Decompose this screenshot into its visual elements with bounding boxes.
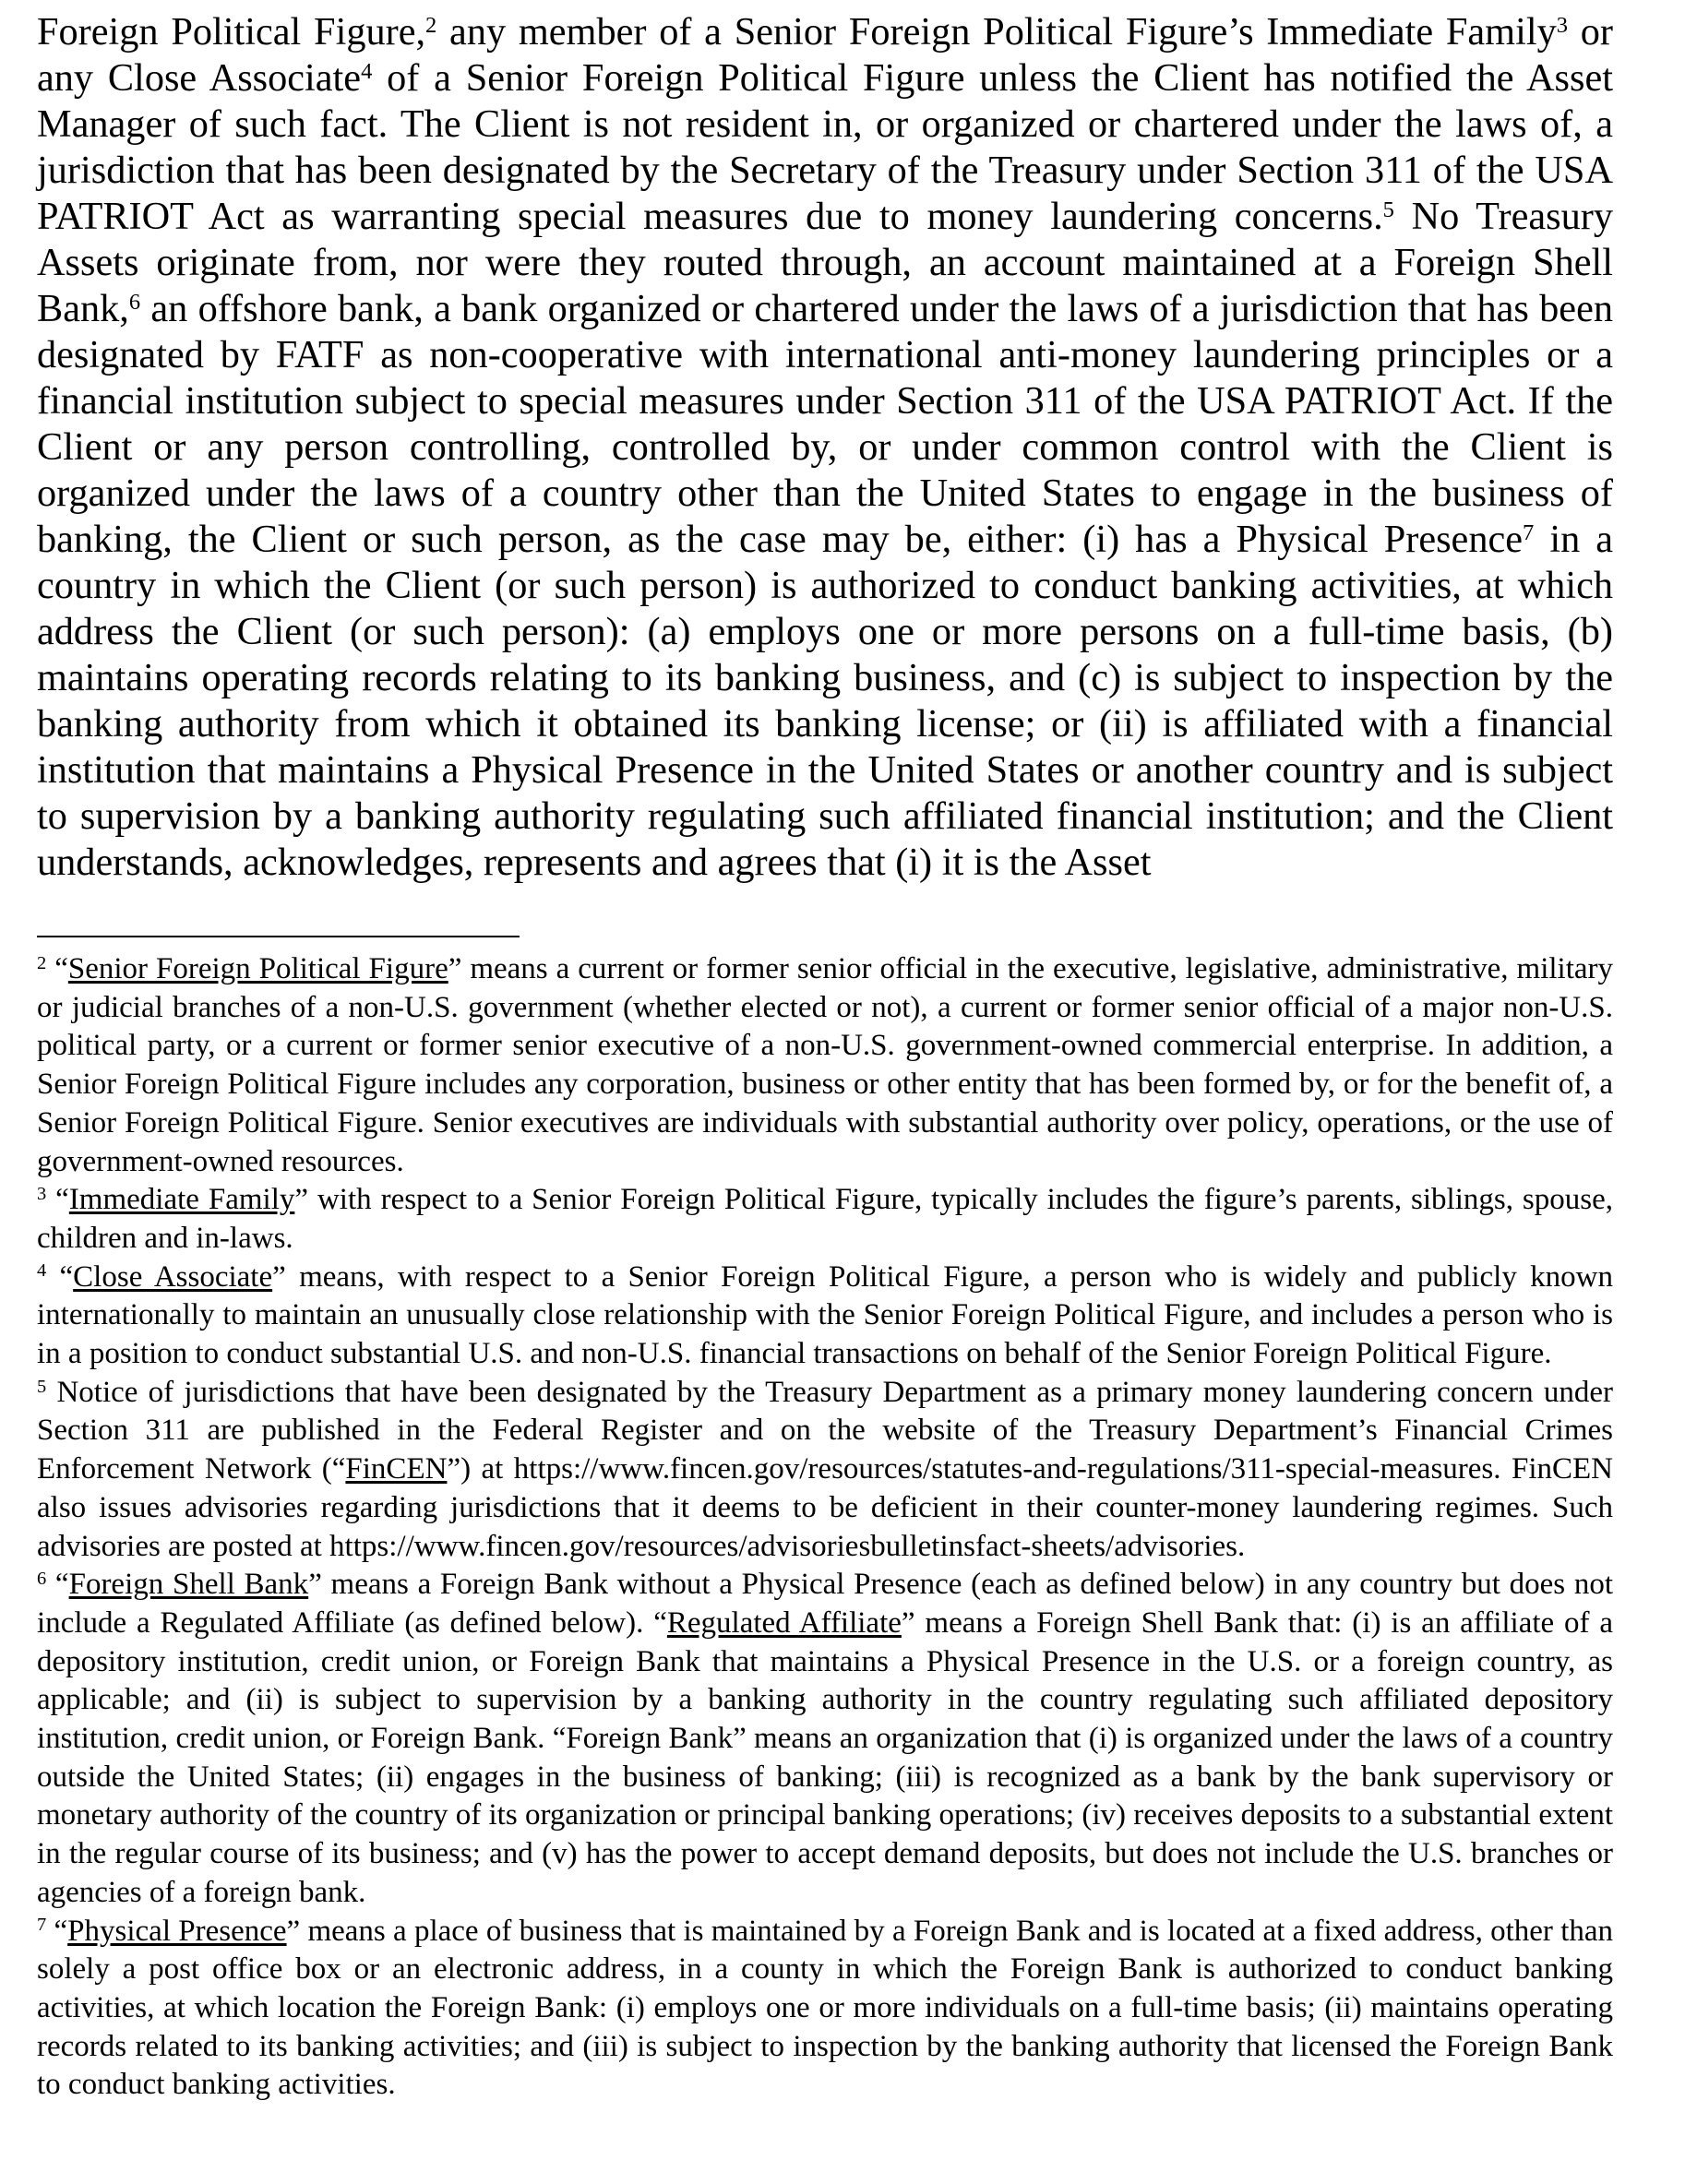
footnote-ref-5: 5 [1382, 197, 1394, 222]
footnote-text: ” means a Foreign Bank without a Physical Presence (each as defined below) in any country but does not include a Regulated Affiliate (as defined below). “ [37, 1568, 1614, 1640]
footnote-text: ”) at https://www.fincen.gov/resources/statutes-and-regulations/311-special-measures. FinCEN also issues advisories regarding jurisdictions that it deems to be deficient in their counter-money laundering regimes. Such advisories are posted at https://www.fincen.gov/resources/advisoriesbulletinsfact-sheets/advisories. [37, 1452, 1613, 1563]
body-text-segment: any member of a Senior Foreign Political Figure’s Immediate Family [436, 10, 1557, 54]
footnote-ref-2: 2 [425, 12, 437, 38]
defined-term: FinCEN [345, 1452, 448, 1486]
document-page [37, 0, 1613, 2105]
footnotes [37, 950, 1613, 2105]
footnote-4: $^4$ “Close Associate” means, with respect to a Senior Foreign Political Figure, a person who is widely and publicly known internationally to maintain an unusually close relationship with the Senior Foreign Political Figure, and includes a person who is in a position to conduct substantial U.S. and non-U.S. financial transactions on behalf of the Senior Foreign Political Figure. [37, 1259, 1613, 1371]
footnote-6: $^6$ “Foreign Shell Bank” means a Foreign Bank without a Physical Presence (each as defined below) in any country but does not include a Regulated Affiliate (as defined below). “Regulated Affiliate” means a Foreign Shell Bank that: (i) is an affiliate of a depository institution, credit union, or Foreign Bank that maintains a Physical Presence in the U.S. or a foreign country, as applicable; and (ii) is subject to supervision by a banking authority in the country regulating such affiliated depository institution, credit union, or Foreign Bank. “Foreign Bank” means an organization that (i) is organized under the laws of a country outside the United States; (ii) engages in the business of banking; (iii) is recognized as a bank by the bank supervisory or monetary authority of the country of its organization or principal banking operations; (iv) receives deposits to a substantial extent in the regular course of its business; and (v) has the power to accept demand deposits, but does not include the U.S. branches or agencies of a foreign bank. [37, 1568, 1614, 1909]
footnote-number: 5 [37, 1376, 47, 1397]
footnote-5 [37, 1374, 1613, 1567]
footnote-ref-3: 3 [1556, 12, 1569, 38]
footnote-number: 3 [37, 1184, 47, 1204]
footnote-number: 4 [37, 1260, 47, 1282]
footnote-number: 6 [37, 1569, 47, 1590]
footnote-number: 2 [37, 952, 47, 973]
footnote-text: ” means a place of business that is maintained by a Foreign Bank and is located at a fixed address, other than solely a post office box or an electronic address, in a county in which the Foreign Bank is authorized to conduct banking activities, at which location the Foreign Bank: (i) employs one or more individuals on a full-time basis; (ii) maintains operating records related to its banking activities; and (iii) is subject to inspection by the banking authority that licensed the Foreign Bank to conduct banking activities. [37, 1914, 1614, 2102]
defined-term: Foreign Shell Bank [68, 1568, 309, 1602]
body-text-segment: No Treasury Assets originate from, nor were they routed through, an account maintained at a Foreign Shell Bank, [37, 195, 1613, 330]
defined-term: Regulated Affiliate [666, 1605, 902, 1640]
body-text-segment: or any Close Associate [37, 10, 1613, 100]
footnote-text: ” means a Foreign Shell Bank that: (i) is an affiliate of a depository institution, credit union, or Foreign Bank that maintains a Physical Presence in the U.S. or a foreign country, as applicable; and (ii) is subject to supervision by a banking authority in the country regulating such affiliated depository institution, credit union, or Foreign Bank. “Foreign Bank” means an organization that (i) is organized under the laws of a country outside the United States; (ii) engages in the business of banking; (iii) is recognized as a bank by the bank supervisory or monetary authority of the country of its organization or principal banking operations; (iv) receives deposits to a substantial extent in the regular course of its business; and (v) has the power to accept demand deposits, but does not include the U.S. branches or agencies of a foreign bank. [37, 1605, 1614, 1909]
footnote-7: $^7$ “Physical Presence” means a place of business that is maintained by a Foreign Bank and is located at a fixed address, other than solely a post office box or an electronic address, in a county in which the Foreign Bank is authorized to conduct banking activities, at which location the Foreign Bank: (i) employs one or more individuals on a full-time basis; (ii) maintains operating records related to its banking activities; and (iii) is subject to inspection by the banking authority that licensed the Foreign Bank to conduct banking activities. [37, 1914, 1614, 2102]
footnote-ref-4: 4 [361, 58, 373, 84]
defined-term: Close Associate [73, 1259, 273, 1294]
footnote-3: $^3$ “Immediate Family” with respect to a Senior Foreign Political Figure, typically includes the figure’s parents, siblings, spouse, children and in-laws. [37, 1183, 1613, 1255]
footnote-ref-6: 6 [128, 289, 141, 315]
body-text-segment: of a Senior Foreign Political Figure unless the Client has notified the Asset Manager of such fact. The Client is not resident in, or organized or chartered under the laws of, a jurisdiction that has been designated by the Secretary of the Treasury under Section 311 of the USA PATRIOT Act as warranting special measures due to money laundering concerns. [37, 56, 1614, 238]
footnote-text: ” with respect to a Senior Foreign Political Figure, typically includes the figure’s parents, siblings, spouse, children and in-laws. [37, 1183, 1613, 1255]
footnote-ref-7: 7 [1523, 519, 1535, 545]
body-text-segment: an offshore bank, a bank organized or chartered under the laws of a jurisdiction that has been designated by FATF as non-cooperative with international anti-money laundering principles or a financial institution subject to special measures under Section 311 of the USA PATRIOT Act. If the Client or any person controlling, controlled by, or under common control with the Client is organized under the laws of a country other than the United States to engage in the business of banking, the Client or such person, as the case may be, either: (i) has a Physical Presence [37, 287, 1613, 561]
footnote-text: Notice of jurisdictions that have been designated by the Treasury Department as a primary money laundering concern under Section 311 are published in the Federal Register and on the website of the Treasury Department’s Financial Crimes Enforcement Network (“ [37, 1375, 1613, 1486]
footnote-number: 7 [37, 1915, 47, 1936]
body-text-segment: Foreign Political Figure, [37, 10, 426, 54]
footnote-text: ” means a current or former senior official in the executive, legislative, administrative, military or judicial branches of a non-U.S. government (whether elected or not), a current or former senior official of a major non-U.S. political party, or a current or former senior executive of a non-U.S. government-owned commercial enterprise. In addition, a Senior Foreign Political Figure includes any corporation, business or other entity that has been formed by, or for the benefit of, a Senior Foreign Political Figure. Senior executives are individuals with substantial authority over policy, operations, or the use of government-owned resources. [37, 952, 1613, 1178]
footnote-2: $^2$ “Senior Foreign Political Figure” means a current or former senior official in the executive, legislative, administrative, military or judicial branches of a non-U.S. government (whether elected or not), a current or former senior official of a major non-U.S. political party, or a current or former senior executive of a non-U.S. government-owned commercial enterprise. In addition, a Senior Foreign Political Figure includes any corporation, business or other entity that has been formed by, or for the benefit of, a Senior Foreign Political Figure. Senior executives are individuals with substantial authority over policy, operations, or the use of government-owned resources. [37, 952, 1613, 1178]
defined-term: Senior Foreign Political Figure [67, 952, 448, 985]
body-text-segment: in a country in which the Client (or such person) is authorized to conduct banking activities, at which address the Client (or such person): (a) employs one or more persons on a full-time basis, (b) maintains operating records relating to its banking business, and (c) is subject to inspection by the banking authority from which it obtained its banking license; or (ii) is affiliated with a financial institution that maintains a Physical Presence in the United States or another country and is subject to supervision by a banking authority regulating such affiliated financial institution; and the Client understands, acknowledges, represents and agrees that (i) it is the Asset [37, 518, 1614, 884]
footnote-text: ” means, with respect to a Senior Foreign Political Figure, a person who is widely and publicly known internationally to maintain an unusually close relationship with the Senior Foreign Political Figure, and includes a person who is in a position to conduct substantial U.S. and non-U.S. financial transactions on behalf of the Senior Foreign Political Figure. [37, 1259, 1613, 1371]
defined-term: Physical Presence [67, 1914, 287, 1948]
body-paragraph [37, 0, 1613, 886]
footnote-separator [37, 936, 520, 937]
defined-term: Immediate Family [68, 1183, 295, 1217]
